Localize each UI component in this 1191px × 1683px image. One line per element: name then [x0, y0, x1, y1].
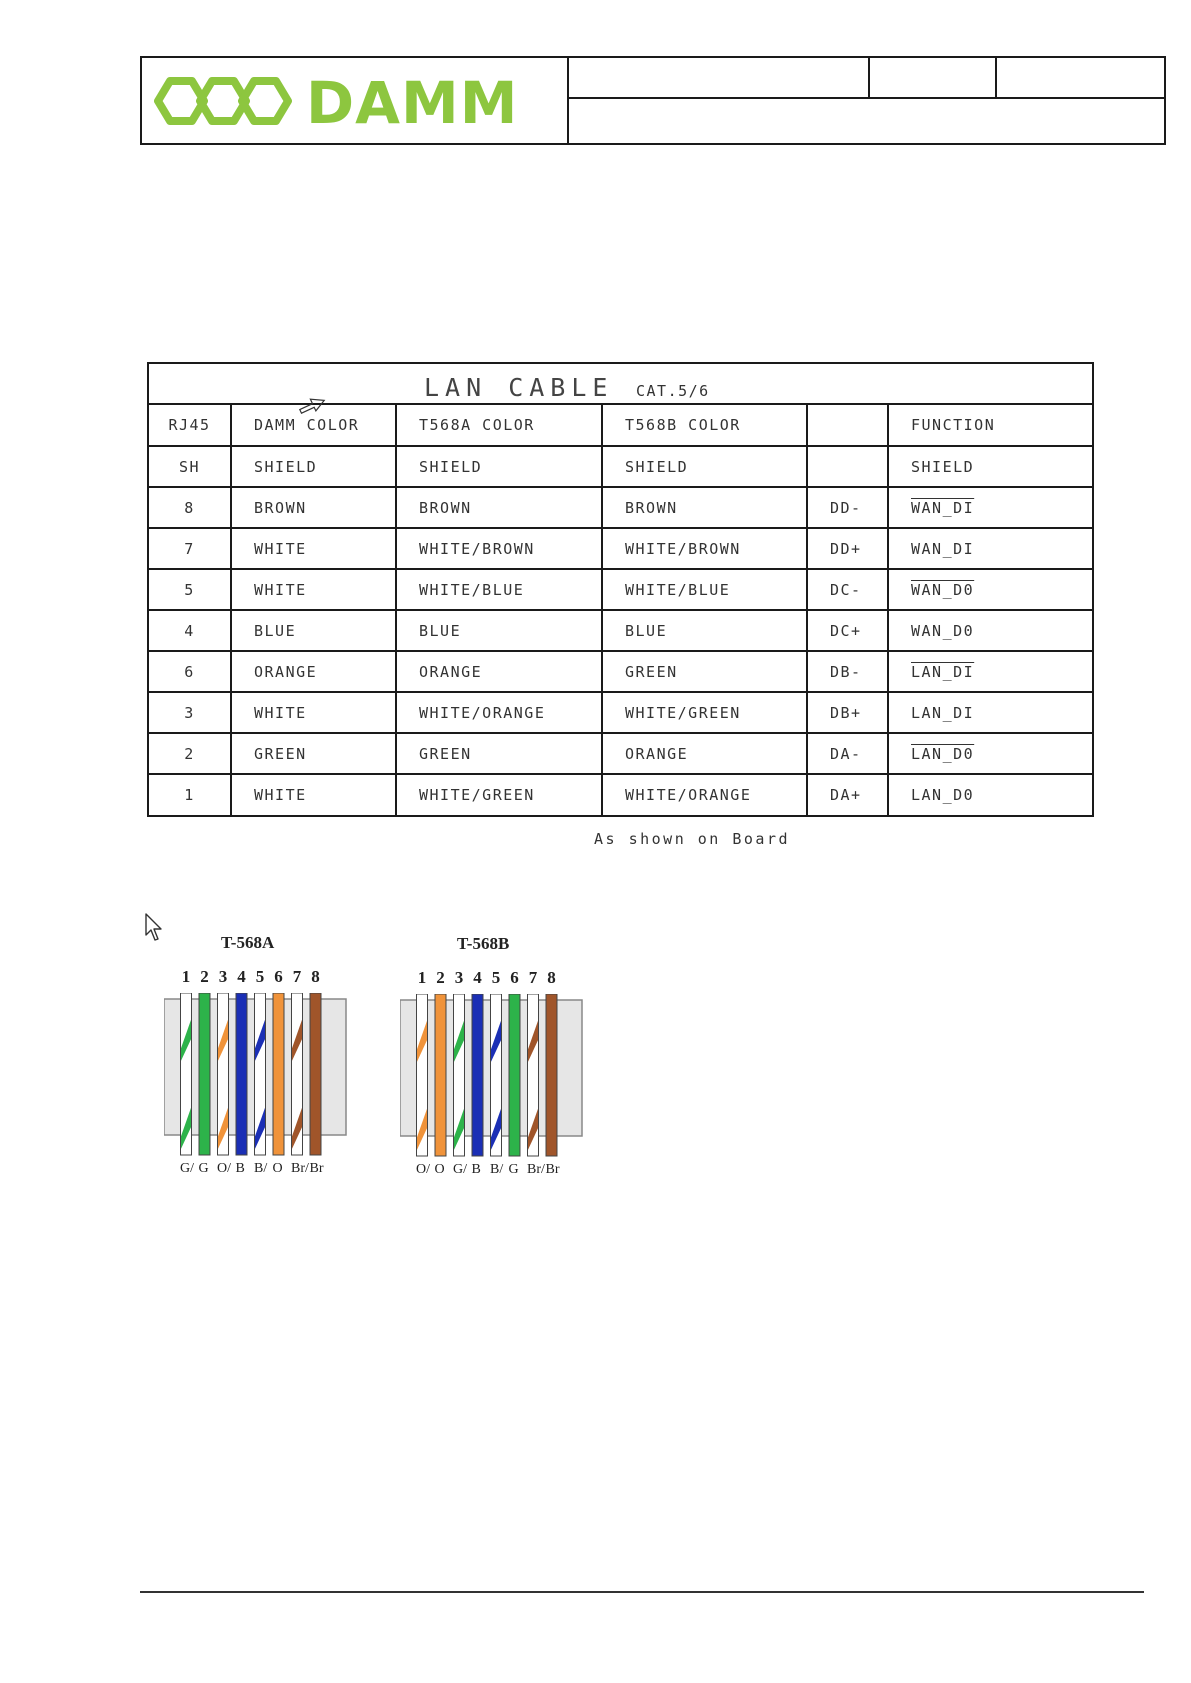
- t568b-color-cell: BLUE: [602, 610, 807, 651]
- wire-label: O: [434, 1162, 445, 1177]
- t568a-color-cell: GREEN: [396, 733, 602, 774]
- pin-number: 2: [436, 968, 445, 987]
- t568b-color-cell: WHITE/BROWN: [602, 528, 807, 569]
- pin-number: 7: [528, 968, 538, 987]
- rj45-cell: 8: [149, 487, 231, 528]
- wire-label: G/: [453, 1162, 467, 1177]
- wire: [199, 993, 210, 1155]
- wire: [310, 993, 321, 1155]
- table-row: [149, 487, 1092, 528]
- wire-label: Br: [309, 1161, 324, 1176]
- wire-label: G: [198, 1161, 209, 1176]
- damm-color-cell: BROWN: [231, 487, 396, 528]
- pin-number: 6: [510, 968, 519, 987]
- wire-label: G: [508, 1162, 519, 1177]
- damm-color-cell: WHITE: [231, 774, 396, 815]
- function-cell: [888, 651, 1092, 692]
- t568b-color-cell: ORANGE: [602, 733, 807, 774]
- wire: [472, 994, 483, 1156]
- signal-cell: DA-: [807, 733, 888, 774]
- table-row: [149, 774, 1092, 815]
- rj45-cell: 1: [149, 774, 231, 815]
- wire: [546, 994, 557, 1156]
- pin-number: 1: [417, 968, 427, 987]
- wire: [291, 993, 303, 1155]
- t568b-color-cell: SHIELD: [602, 446, 807, 487]
- header-info-top-row: [569, 58, 1164, 99]
- wire: [416, 994, 428, 1156]
- table-row: [149, 569, 1092, 610]
- t568b-color-cell: WHITE/GREEN: [602, 692, 807, 733]
- pointer-arrow-icon: [297, 396, 327, 414]
- function-overline-text: LAN_DI: [911, 662, 975, 681]
- wire: [254, 993, 266, 1155]
- pin-number: 5: [255, 967, 265, 986]
- header-info-block: [569, 58, 1164, 143]
- pin-number: 4: [473, 968, 482, 987]
- t568b-color-cell: GREEN: [602, 651, 807, 692]
- connector-title: T-568B: [457, 934, 510, 953]
- wire: [180, 993, 192, 1155]
- t568b-color-cell: WHITE/BLUE: [602, 569, 807, 610]
- pin-number: 7: [292, 967, 302, 986]
- table-caption: As shown on Board: [594, 830, 791, 848]
- t568b-color-cell: BROWN: [602, 487, 807, 528]
- signal-cell: DB-: [807, 651, 888, 692]
- function-cell: WAN_D0: [888, 610, 1092, 651]
- table-row: [149, 733, 1092, 774]
- table-header-row: [149, 405, 1092, 446]
- rj45-cell: 3: [149, 692, 231, 733]
- connector-title: T-568A: [221, 933, 275, 952]
- signal-cell: DC+: [807, 610, 888, 651]
- t568a-color-cell: SHIELD: [396, 446, 602, 487]
- function-overline-text: WAN_D0: [911, 580, 975, 599]
- pin-number: 1: [181, 967, 191, 986]
- wire-label: Br: [545, 1162, 560, 1177]
- function-cell: [888, 487, 1092, 528]
- wire-label: O/: [416, 1162, 430, 1177]
- wire: [273, 993, 284, 1155]
- function-cell: LAN_DI: [888, 692, 1092, 733]
- signal-cell: DD-: [807, 487, 888, 528]
- pin-number: 8: [311, 967, 320, 986]
- damm-color-cell: ORANGE: [231, 651, 396, 692]
- pin-number: 3: [218, 967, 228, 986]
- damm-color-cell: WHITE: [231, 569, 396, 610]
- t568a-color-cell: WHITE/GREEN: [396, 774, 602, 815]
- function-cell: LAN_D0: [911, 786, 975, 804]
- rj45-cell: 2: [149, 733, 231, 774]
- lan-table-title-row: [149, 364, 1092, 405]
- header-rj45: RJ45: [149, 405, 231, 446]
- function-cell: [888, 733, 1092, 774]
- damm-color-cell: WHITE: [231, 692, 396, 733]
- signal-cell: DB+: [807, 692, 888, 733]
- table-row: [149, 610, 1092, 651]
- damm-color-cell: BLUE: [231, 610, 396, 651]
- header-cell-2: [870, 58, 997, 97]
- wire-diagram: [400, 994, 590, 1164]
- t568a-color-cell: WHITE/BLUE: [396, 569, 602, 610]
- header-function: FUNCTION: [888, 405, 1092, 446]
- rj45-cell: 7: [149, 528, 231, 569]
- rj45-cell: SH: [149, 446, 231, 487]
- logo-cell: [142, 58, 569, 143]
- wire: [236, 993, 247, 1155]
- table-row: [149, 692, 1092, 733]
- wire-label: Br/: [291, 1161, 309, 1176]
- footer-divider: [140, 1591, 1144, 1593]
- signal-cell: DD+: [807, 528, 888, 569]
- wire: [527, 994, 539, 1156]
- pin-number: 4: [237, 967, 246, 986]
- rj45-cell: 6: [149, 651, 231, 692]
- function-cell: SHIELD: [888, 446, 1092, 487]
- wire-label: B: [235, 1161, 245, 1176]
- function-overline-text: LAN_D0: [911, 744, 975, 763]
- t568a-color-cell: WHITE/BROWN: [396, 528, 602, 569]
- t568a-color-cell: BROWN: [396, 487, 602, 528]
- wire: [217, 993, 229, 1155]
- wire: [509, 994, 520, 1156]
- pin-number: 3: [454, 968, 464, 987]
- pin-number: 5: [491, 968, 501, 987]
- wire-label: Br/: [527, 1162, 545, 1177]
- t568b-color-cell: WHITE/ORANGE: [602, 774, 807, 815]
- header-t568a-color: T568A COLOR: [396, 405, 602, 446]
- header-signal: [807, 405, 888, 446]
- lan-table-subtitle: CAT.5/6: [636, 382, 710, 400]
- t568a-color-cell: ORANGE: [396, 651, 602, 692]
- rj45-cell: 5: [149, 569, 231, 610]
- wire-diagram: [164, 993, 354, 1163]
- header-t568b-color: T568B COLOR: [602, 405, 807, 446]
- mouse-cursor-icon: [145, 913, 165, 943]
- table-row: [149, 651, 1092, 692]
- signal-cell: DC-: [807, 569, 888, 610]
- damm-color-cell: WHITE: [231, 528, 396, 569]
- document-header: [140, 56, 1166, 145]
- lan-cable-table: [147, 362, 1094, 817]
- wire: [435, 994, 446, 1156]
- damm-color-cell: GREEN: [231, 733, 396, 774]
- header-damm-color: DAMM COLOR: [231, 405, 396, 446]
- header-cell-1: [569, 58, 870, 97]
- rj45-cell: 4: [149, 610, 231, 651]
- wire-label: O/: [217, 1161, 231, 1176]
- table-row: [149, 528, 1092, 569]
- header-cell-3: [997, 58, 1164, 97]
- t568a-connector-diagram: [164, 933, 354, 1193]
- pin-number: 8: [547, 968, 556, 987]
- function-cell: [888, 569, 1092, 610]
- wire: [453, 994, 465, 1156]
- signal-cell: [807, 446, 888, 487]
- damm-logo: [154, 71, 554, 131]
- wire: [490, 994, 502, 1156]
- wire-label: B/: [490, 1162, 504, 1177]
- wire-label: O: [272, 1161, 283, 1176]
- pin-number: 2: [200, 967, 209, 986]
- wire-label: G/: [180, 1161, 194, 1176]
- lan-pinout-table: [149, 405, 1092, 815]
- t568a-color-cell: WHITE/ORANGE: [396, 692, 602, 733]
- t568b-connector-diagram: [400, 934, 590, 1194]
- function-cell: WAN_DI: [888, 528, 1092, 569]
- header-cell-4: [569, 99, 1164, 143]
- table-row: [149, 446, 1092, 487]
- pin-number: 6: [274, 967, 283, 986]
- logo-text: DAMM: [306, 70, 519, 131]
- function-overline-text: WAN_DI: [911, 498, 975, 517]
- signal-cell: DA+: [807, 774, 888, 815]
- wire-label: B: [471, 1162, 481, 1177]
- wire-label: B/: [254, 1161, 268, 1176]
- damm-color-cell: SHIELD: [231, 446, 396, 487]
- t568a-color-cell: BLUE: [396, 610, 602, 651]
- lan-table-title: LAN CABLE: [424, 373, 614, 402]
